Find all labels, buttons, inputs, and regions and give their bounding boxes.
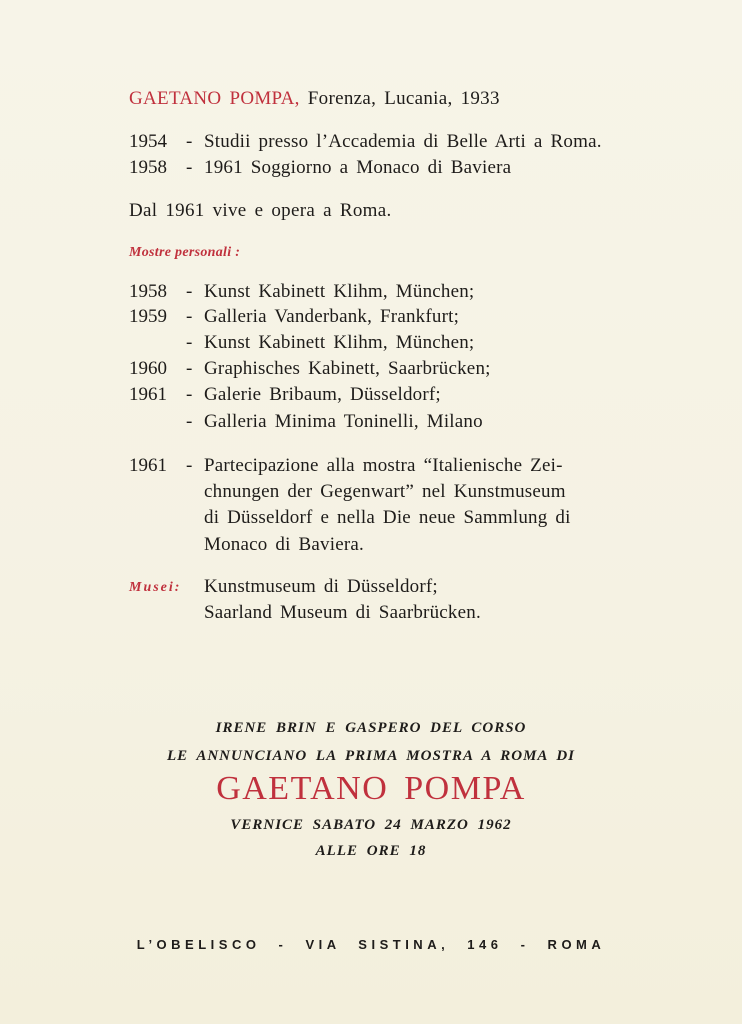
group-show-year: 1961	[129, 455, 167, 476]
solo-shows-heading: Mostre personali :	[129, 245, 241, 260]
bio-dash: -	[186, 131, 193, 152]
show-dash: -	[186, 358, 193, 379]
show-year: 1959	[129, 306, 167, 327]
bio-year: 1954	[129, 131, 167, 152]
announcement-hosts: IRENE BRIN E GASPERO DEL CORSO	[215, 720, 527, 736]
show-year: 1958	[129, 281, 167, 302]
show-text: Kunst Kabinett Klihm, München;	[204, 281, 475, 302]
artist-name: GAETANO POMPA,	[129, 88, 300, 109]
show-text: Galleria Minima Toninelli, Milano	[204, 411, 483, 432]
show-text: Galerie Bribaum, Düsseldorf;	[204, 384, 441, 405]
group-show-line: chnungen der Gegenwart” nel Kunstmuseum	[204, 481, 566, 502]
opening-time: ALLE ORE 18	[315, 843, 427, 859]
opening-date: VERNICE SABATO 24 MARZO 1962	[230, 817, 512, 833]
group-show-dash: -	[186, 455, 193, 476]
group-show-line: di Düsseldorf e nella Die neue Sammlung di	[204, 507, 571, 528]
show-dash: -	[186, 306, 193, 327]
residence-line: Dal 1961 vive e opera a Roma.	[129, 200, 392, 221]
bio-header	[129, 88, 500, 110]
announcement-text: LE ANNUNCIANO LA PRIMA MOSTRA A ROMA DI	[166, 748, 576, 764]
museum-line: Saarland Museum di Saarbrücken.	[204, 602, 481, 623]
museums-label: Musei:	[129, 580, 182, 595]
museum-line: Kunstmuseum di Düsseldorf;	[204, 576, 438, 597]
show-dash: -	[186, 411, 193, 432]
announcement-artist: GAETANO POMPA	[216, 770, 526, 807]
birth-info: Forenza, Lucania, 1933	[307, 88, 500, 109]
show-dash: -	[186, 281, 193, 302]
bio-text: Studii presso l’Accademia di Belle Arti a Roma.	[204, 131, 602, 152]
group-show-line: Monaco di Baviera.	[204, 534, 364, 555]
show-text: Graphisches Kabinett, Saarbrücken;	[204, 358, 491, 379]
show-year: 1961	[129, 384, 167, 405]
show-dash: -	[186, 384, 193, 405]
group-show-line: Partecipazione alla mostra “Italienische Zei-	[204, 455, 563, 476]
bio-text: 1961 Soggiorno a Monaco di Baviera	[204, 157, 512, 178]
show-text: Kunst Kabinett Klihm, München;	[204, 332, 475, 353]
bio-year: 1958	[129, 157, 167, 178]
bio-dash: -	[186, 157, 193, 178]
gallery-address: L’OBELISCO - VIA SISTINA, 146 - ROMA	[136, 937, 606, 952]
show-year: 1960	[129, 358, 167, 379]
show-text: Galleria Vanderbank, Frankfurt;	[204, 306, 460, 327]
show-dash: -	[186, 332, 193, 353]
